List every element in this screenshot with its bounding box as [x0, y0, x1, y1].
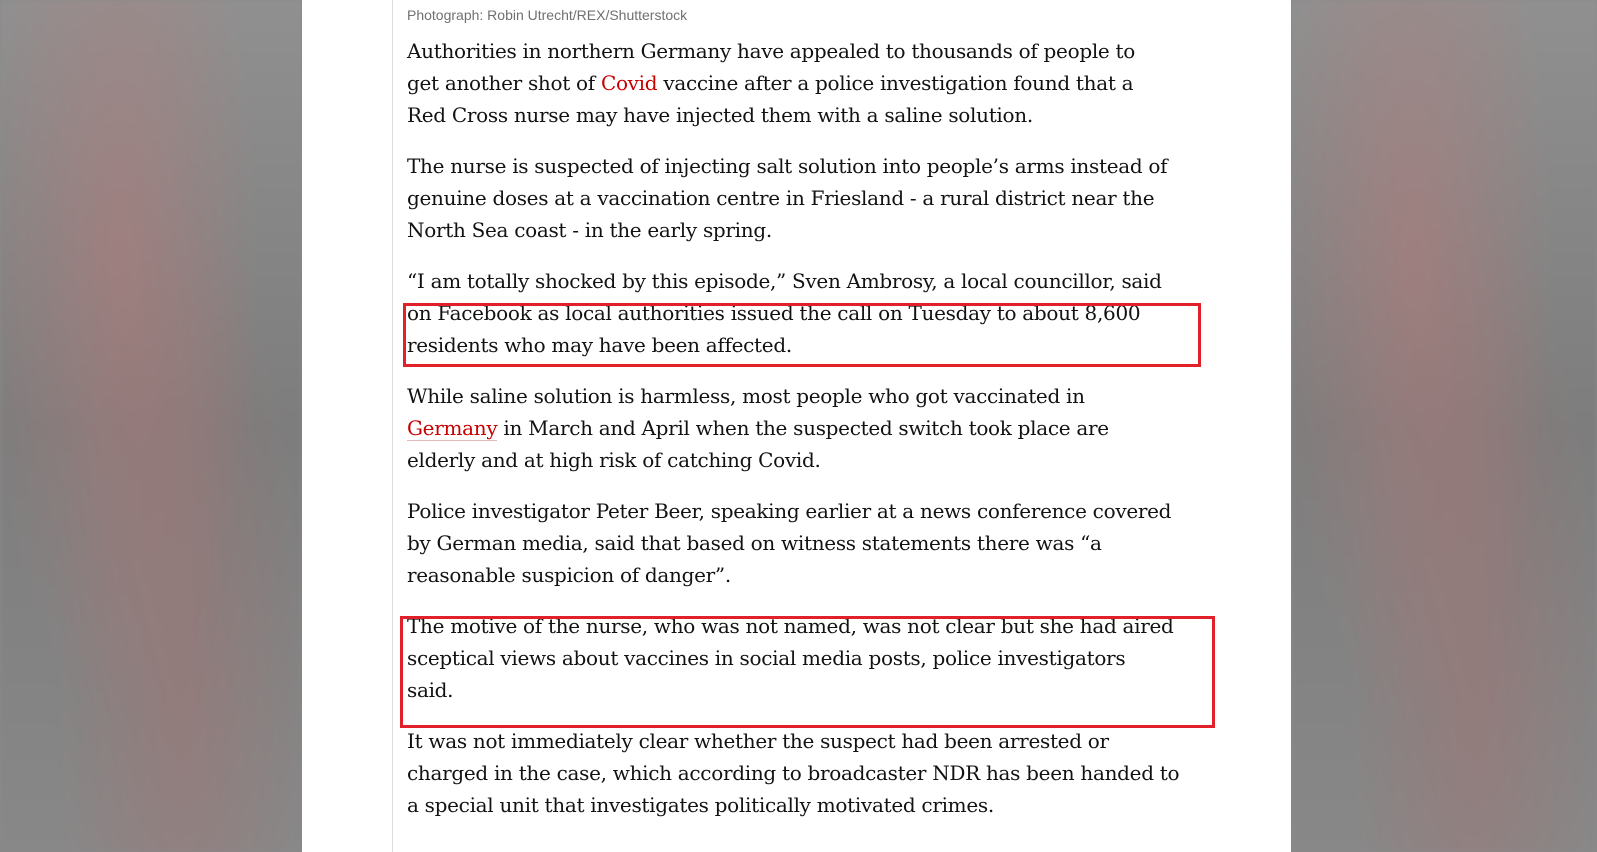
blurred-background-right [1291, 0, 1597, 852]
paragraph-line: “I am totally shocked by this episode,” Sven Ambrosy, a local councillor, said [407, 269, 1162, 293]
blurred-background-left [0, 0, 302, 852]
paragraph-line: The nurse is suspected of injecting salt solution into people’s arms instead of [407, 154, 1168, 178]
paragraph-line: elderly and at high risk of catching Covid. [407, 448, 821, 472]
column-divider [392, 0, 393, 852]
paragraph-line [407, 412, 1207, 444]
photo-caption: Photograph: Robin Utrecht/REX/Shutterstock [407, 7, 688, 23]
paragraph-line: by German media, said that based on witness statements there was “a [407, 531, 1102, 555]
line-text: in March and April when the suspected switch took place are [497, 416, 1109, 440]
paragraph-line: Authorities in northern Germany have appealed to thousands of people to [407, 39, 1135, 63]
paragraph-line: reasonable suspicion of danger”. [407, 563, 731, 587]
paragraph-line: genuine doses at a vaccination centre in Friesland - a rural district near the [407, 186, 1155, 210]
paragraph-line: charged in the case, which according to broadcaster NDR has been handed to [407, 761, 1180, 785]
paragraph-5 [407, 495, 1207, 591]
paragraph-2 [407, 150, 1207, 246]
paragraph-line: said. [407, 678, 454, 702]
paragraph-line: While saline solution is harmless, most people who got vaccinated in [407, 384, 1085, 408]
highlight-box-motive [400, 616, 1215, 728]
highlight-box-quote [403, 303, 1201, 367]
paragraph-line: It was not immediately clear whether the suspect had been arrested or [407, 729, 1109, 753]
paragraph-line: Red Cross nurse may have injected them with a saline solution. [407, 103, 1033, 127]
paragraph-4 [407, 380, 1207, 476]
covid-link[interactable]: Covid [600, 71, 658, 95]
paragraph-line: Police investigator Peter Beer, speaking earlier at a news conference covered [407, 499, 1172, 523]
paragraph-7 [407, 725, 1207, 821]
paragraph-line: a special unit that investigates politically motivated crimes. [407, 793, 994, 817]
line-text: vaccine after a police investigation found that a [657, 71, 1134, 95]
paragraph-line [407, 67, 1207, 99]
paragraph-line: sceptical views about vaccines in social media posts, police investigators [407, 646, 1126, 670]
line-text: get another shot of [407, 71, 601, 95]
paragraph-1 [407, 35, 1207, 131]
paragraph-line: residents who may have been affected. [407, 333, 792, 357]
paragraph-line: The motive of the nurse, who was not named, was not clear but she had aired [407, 614, 1174, 638]
paragraph-line: North Sea coast - in the early spring. [407, 218, 772, 242]
paragraph-line: on Facebook as local authorities issued the call on Tuesday to about 8,600 [407, 301, 1141, 325]
germany-link[interactable]: Germany [407, 416, 498, 440]
